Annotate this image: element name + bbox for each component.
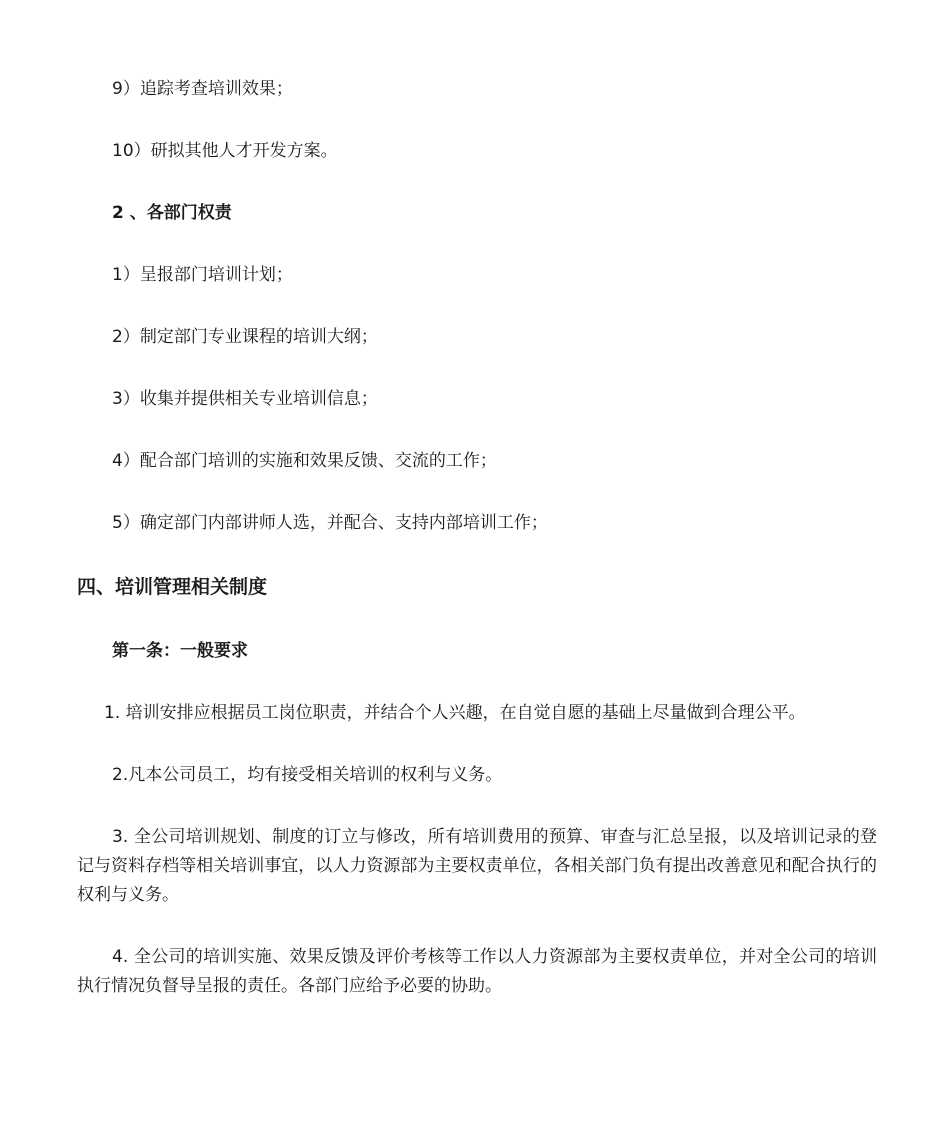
clause-4: 4. 全公司的培训实施、效果反馈及评价考核等工作以人力资源部为主要权责单位，并对全公司的培训执行情况负督导呈报的责任。各部门应给予必要的协助。 [77, 947, 877, 996]
article-1-heading: 第一条：一般要求 [112, 641, 248, 661]
section-2-heading: 2 、各部门权责 [112, 203, 232, 223]
section-4-heading: 四、培训管理相关制度 [77, 576, 268, 598]
clause-2: 2.凡本公司员工，均有接受相关培训的权利与义务。 [112, 765, 503, 785]
clause-1: 1. 培训安排应根据员工岗位职责，并结合个人兴趣，在自觉自愿的基础上尽量做到合理公平。 [104, 703, 806, 723]
list-item-9: 9）追踪考查培训效果； [112, 79, 293, 99]
list-item-10: 10）研拟其他人才开发方案。 [112, 141, 338, 161]
list-item: 1）呈报部门培训计划； [112, 265, 293, 285]
list-item: 5）确定部门内部讲师人选，并配合、支持内部培训工作； [112, 513, 548, 533]
list-item: 2）制定部门专业课程的培训大纲； [112, 327, 378, 347]
list-item: 3）收集并提供相关专业培训信息； [112, 389, 378, 409]
list-item: 4）配合部门培训的实施和效果反馈、交流的工作； [112, 451, 497, 471]
clause-3: 3. 全公司培训规划、制度的订立与修改，所有培训费用的预算、审查与汇总呈报，以及培训记录的登记与资料存档等相关培训事宜，以人力资源部为主要权责单位，各相关部门负有提出改善意见和配合执行的权利与义务。 [77, 827, 877, 905]
